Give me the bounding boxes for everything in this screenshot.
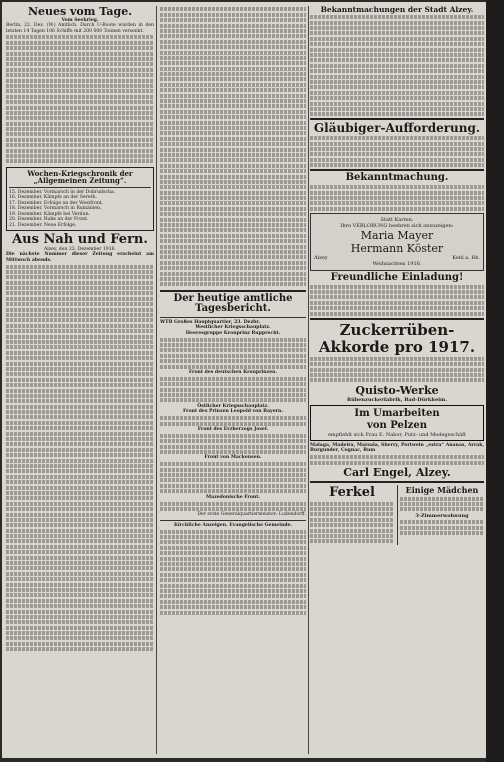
subhead-seekrieg: Vom Seekrieg. (61, 17, 99, 23)
article-body-1 (6, 34, 154, 165)
ferkel-heading: Ferkel (329, 485, 375, 501)
heading-glaeubiger: Gläubiger-Aufforderung. (313, 121, 481, 136)
subhead-army4: Front des Erzherzogs Josef. (197, 426, 269, 432)
column-rule (308, 6, 309, 754)
place-1: Alzey (314, 254, 328, 261)
small-ads-row (310, 485, 484, 545)
small-ad-right (397, 485, 484, 545)
subhead-west: Westlicher Kriegsschauplatz. (195, 325, 271, 331)
subhead-army3: Front des Prinzen Leopold von Bayern. (182, 409, 283, 415)
heading-einladung: Freundliche Einladung! (330, 271, 464, 283)
column-1 (6, 6, 154, 754)
chronik-item: 16. Dezember. Kämpfe an der Sereth. (9, 195, 97, 200)
wine-list: Malaga, Madeira, Marsala, Sherry, Portwein „extra“ Ananas, Arrak, Burgunder, Cognac, Rum (310, 442, 484, 454)
heading-tagesbericht: Der heutige amtliche Tagesbericht. (173, 292, 293, 315)
quisto-heading: Quisto-Werke (355, 383, 439, 397)
heading-stadt: Bekanntmachungen der Stadt Alzey. (320, 6, 474, 14)
chronik-item: 21. Dezember. Neue Erfolge. (9, 222, 77, 228)
section-nah-fern: Aus Nah und Fern. (12, 232, 148, 247)
small-ad-left (310, 485, 394, 545)
zucker-heading-2: Akkorde pro 1917. (318, 337, 476, 356)
pelz-line-2: von Pelzen (367, 419, 427, 431)
subhead-maz: Mazedonische Front. (206, 494, 260, 500)
intro-text: Berlin, 22. Dez. (W.) Amtlich. Durch U-Boote wurden in den letzten 14 Tagen 106 Schiffe mit 200 000 Tonnen versenkt. (6, 23, 154, 34)
subhead-army2: Front des deutschen Kronprinzen. (188, 369, 278, 375)
binding-edge (486, 0, 504, 762)
engel-name: Carl Engel, Alzey. (343, 466, 451, 480)
place-2: Kehl a. Rh. (452, 254, 480, 261)
engaged-name-1: Maria Mayer (360, 228, 434, 242)
subhead-east: Östlicher Kriegsschauplatz. (197, 403, 269, 409)
zucker-heading-1: Zuckerrüben- (339, 320, 455, 339)
column-rule (156, 6, 157, 754)
chronik-box (6, 167, 154, 231)
dateline-hq: WTB Großes Hauptquartier, 23. Dezbr. (160, 319, 260, 325)
chronik-item: 18. Dezember. Vormarsch in Rumänien. (9, 206, 102, 211)
article-body-3 (160, 6, 306, 288)
chronik-item: 19. Dezember. Kämpfe bei Verdun. (9, 211, 90, 217)
statt-karten: Statt Karten. (380, 216, 414, 223)
column-3 (310, 6, 484, 754)
engagement-intro: Ihre VERLOBUNG beehren sich anzuzeigen: (340, 222, 454, 229)
chronik-item: 20. Dezember. Ruhe an der Front. (9, 217, 89, 222)
column-2 (160, 6, 306, 754)
church-notices: Kirchliche Anzeigen. Evangelische Gemeinde. (173, 522, 293, 528)
zimmer-heading: 3-Zimmerwohnung (415, 512, 469, 519)
subhead-army5: Front von Mackensen. (204, 455, 262, 461)
engaged-name-2: Hermann Köster (350, 241, 444, 255)
pelz-line-1: Im Umarbeiten (354, 407, 440, 419)
article-body-2 (6, 263, 154, 653)
headline-neues: Neues vom Tage. (27, 6, 133, 18)
pelz-ad (310, 405, 484, 441)
chronik-item: 15. Dezember. Vormarsch in der Dobrudscha. (9, 189, 116, 195)
signature: Der erste Generalquartiermeister: Ludendorff. (197, 512, 306, 518)
newspaper-page (2, 2, 486, 758)
maedchen-heading: Einige Mädchen (405, 485, 479, 496)
chronik-item: 17. Dezember. Erfolge an der Westfront. (9, 200, 104, 206)
quisto-sub: Rübenzuckerfabrik, Bad-Dürkheim. (346, 396, 448, 403)
engagement-notice (310, 213, 484, 271)
subhead-army1: Heeresgruppe Kronprinz Rupprecht. (185, 330, 281, 336)
dateline-alzey: Alzey, den 23. Dezember 1916. (43, 246, 117, 252)
notice-next-issue: Die nächste Nummer dieser Zeitung erscheint am Mittwoch abends. (6, 252, 154, 263)
engagement-date: Weihnachten 1916. (372, 260, 422, 267)
pelz-line-3: empfiehlt sich Frau E. Nabor, Putz- und Modegeschäft (327, 431, 467, 438)
chronik-title: Wochen-Kriegschronik der „Allgemeinen Zeitung“. (27, 168, 133, 186)
heading-bekanntmachung: Bekanntmachung. (345, 172, 449, 184)
